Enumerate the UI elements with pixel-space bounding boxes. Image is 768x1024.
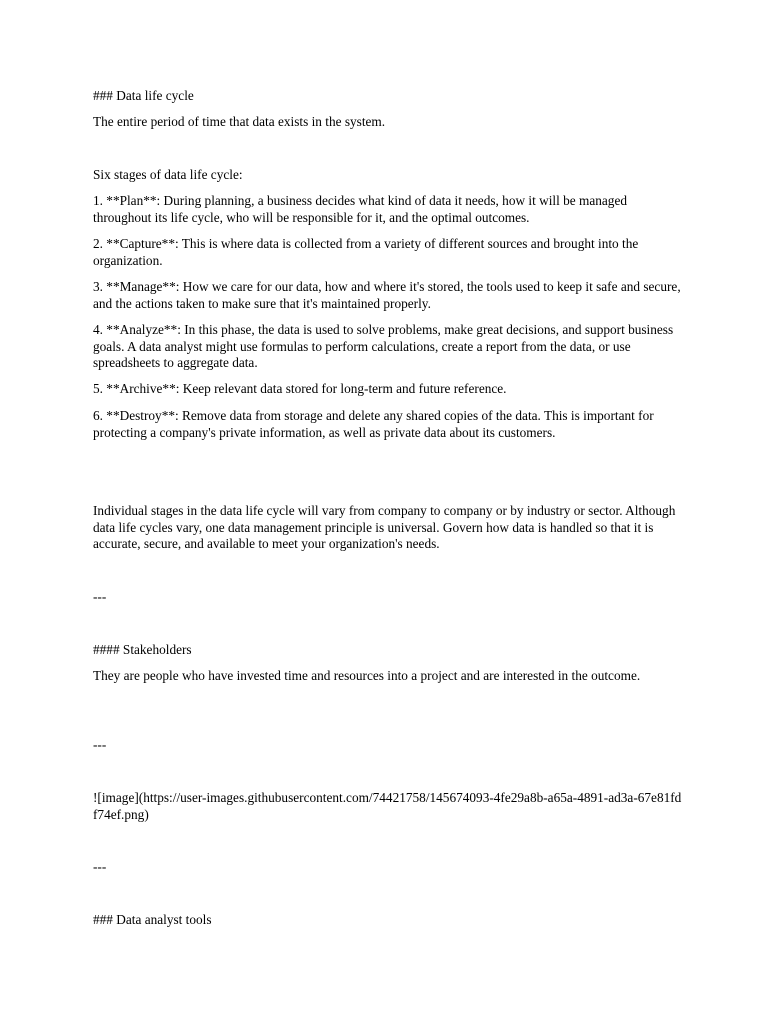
stage-plan: 1. **Plan**: During planning, a business decides what kind of data it needs, how it will be managed throughout its life cycle, who will be responsible for it, and the optimal outcomes. <box>93 193 627 225</box>
stage-capture: 2. **Capture**: This is where data is collected from a variety of different sources and brought into the organization. <box>93 236 639 268</box>
lifecycle-note: Individual stages in the data life cycle will vary from company to company or by industry or sector. Although data life cycles vary, one data management principle is universal. Govern how data is handled so that it is accurate, secure, and available to meet your organization's needs. <box>93 503 676 551</box>
stages-intro: Six stages of data life cycle: <box>93 167 243 182</box>
separator-2: --- <box>93 737 107 752</box>
heading-data-analyst-tools: ### Data analyst tools <box>93 912 212 927</box>
stage-manage: 3. **Manage**: How we care for our data, how and where it's stored, the tools used to keep it safe and secure, and the actions taken to make sure that it's maintained properly. <box>93 279 681 311</box>
heading-data-life-cycle: ### Data life cycle <box>93 88 194 103</box>
stage-destroy: 6. **Destroy**: Remove data from storage and delete any shared copies of the data. This is important for protecting a company's private information, as well as private data about its customers. <box>93 408 654 440</box>
stage-analyze: 4. **Analyze**: In this phase, the data is used to solve problems, make great decisions, and support business goals. A data analyst might use formulas to perform calculations, create a report from the data, or use spreadsheets to aggregate data. <box>93 322 674 370</box>
separator-3: --- <box>93 859 107 874</box>
separator-1: --- <box>93 589 107 604</box>
heading-stakeholders: #### Stakeholders <box>93 642 192 657</box>
stakeholders-definition: They are people who have invested time and resources into a project and are interested in the outcome. <box>93 668 641 683</box>
stage-archive: 5. **Archive**: Keep relevant data stored for long-term and future reference. <box>93 381 507 396</box>
lifecycle-definition: The entire period of time that data exists in the system. <box>93 114 386 129</box>
image-markdown-link[interactable]: ![image](https://user-images.githubusercontent.com/74421758/145674093-4fe29a8b-a65a-4891-ad3a-67e81fdf74ef.png) <box>93 790 682 822</box>
